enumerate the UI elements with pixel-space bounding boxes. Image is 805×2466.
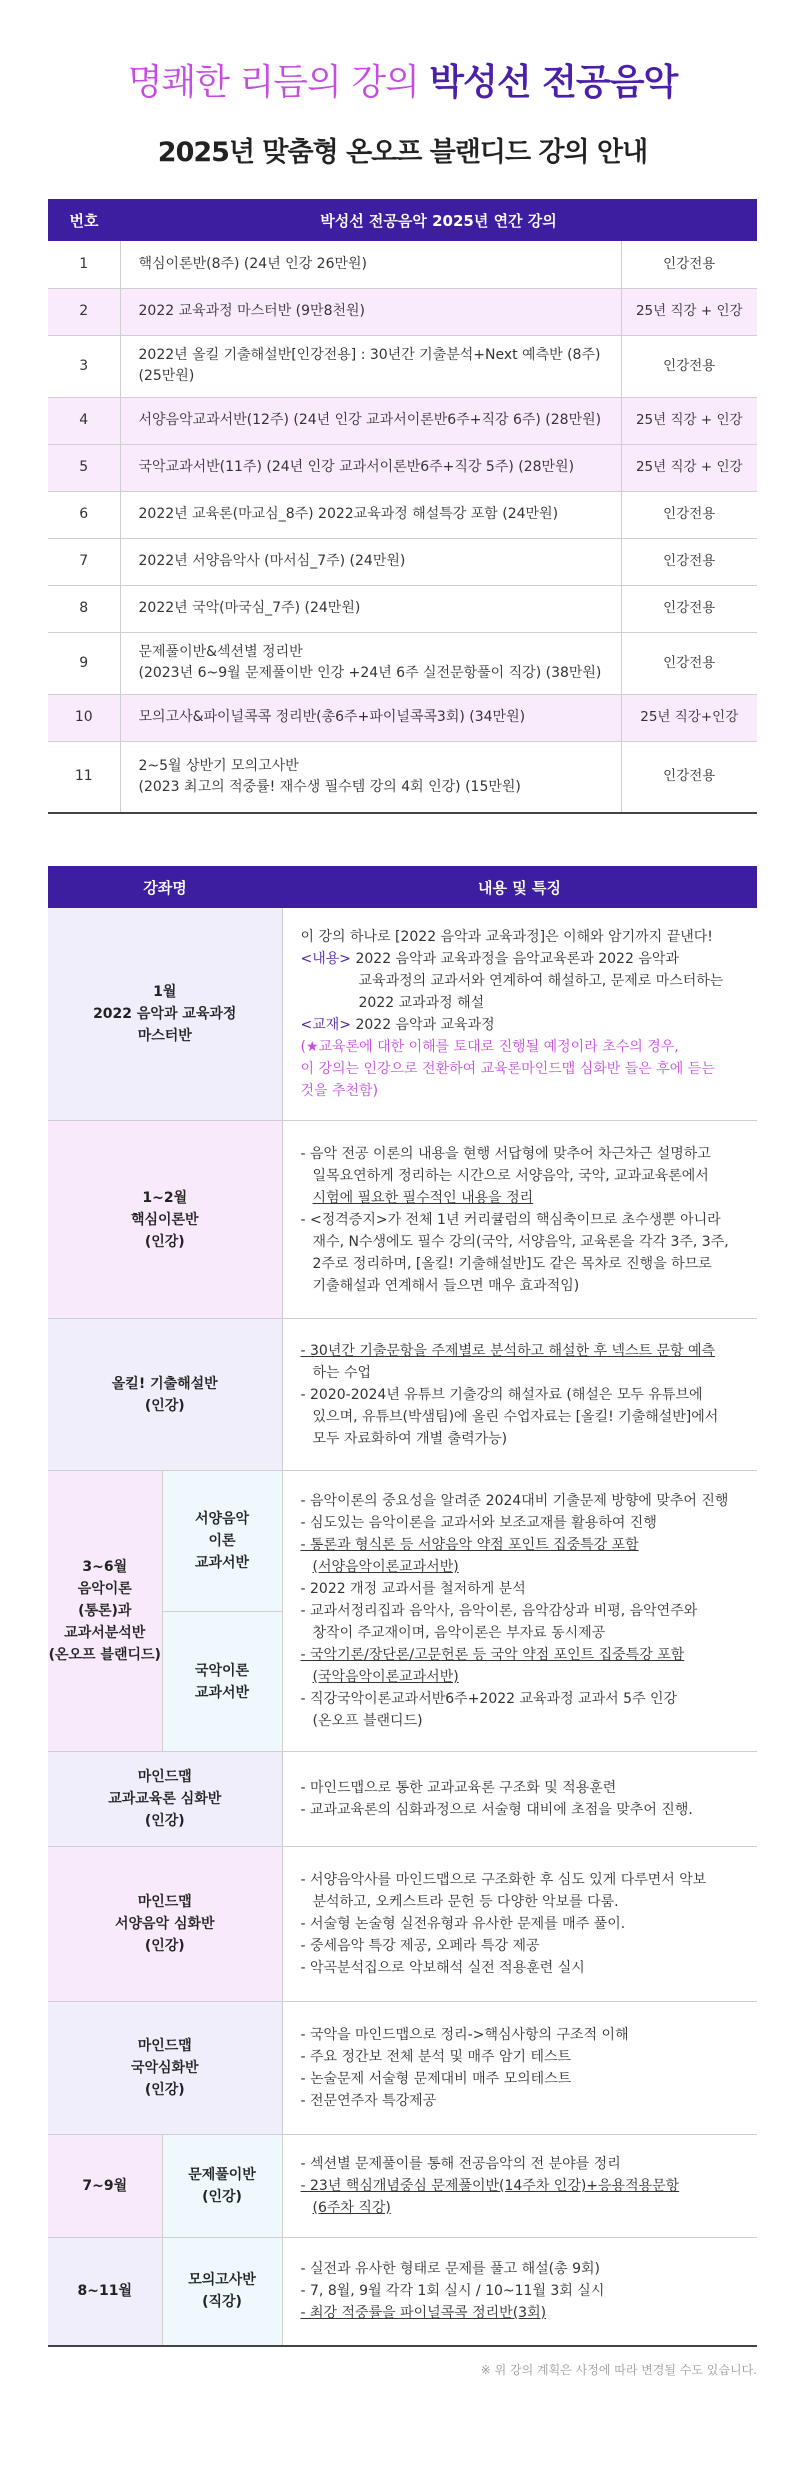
course-desc — [282, 1319, 757, 1471]
course-name-line: 음악이론 — [77, 1581, 132, 1597]
desc-line: - 음악이론의 중요성을 알려준 2024대비 기출문제 방향에 맞추어 진행 — [300, 1493, 729, 1509]
schedule-title — [120, 397, 621, 444]
schedule-row — [48, 585, 757, 632]
schedule-title — [120, 538, 621, 585]
schedule-no: 9 — [48, 632, 120, 694]
course-name — [48, 1121, 282, 1319]
course-name-line: 교과서분석반 — [64, 1625, 146, 1641]
schedule-type: 25년 직강 + 인강 — [621, 444, 757, 491]
hero-subtitle: 2025년 맞춤형 온오프 블랜디드 강의 안내 — [157, 137, 648, 168]
desc-line: (서양음악이론교과서반) — [312, 1559, 459, 1575]
course-name-line: 올킬! 기출해설반 — [111, 1375, 218, 1392]
schedule-title — [120, 444, 621, 491]
course-sub — [162, 2238, 282, 2346]
schedule-type: 인강전용 — [621, 241, 757, 288]
desc-text: 2022 음악과 교육과정 — [351, 1017, 495, 1033]
schedule-type: 인강전용 — [621, 491, 757, 538]
desc-line: - 23년 핵심개념중심 문제풀이반(14주차 인강)+응용적용문항 — [300, 2178, 680, 2194]
schedule-type: 인강전용 — [621, 335, 757, 397]
schedule-title-line: 2022 교육과정 마스터반 (9만8천원) — [138, 303, 365, 319]
schedule-title — [120, 741, 621, 813]
schedule-row — [48, 241, 757, 288]
schedule-title-line: 2~5월 상반기 모의고사반 — [138, 757, 299, 774]
course-name-line: 마스터반 — [137, 1028, 192, 1044]
course-name-line: 2022 음악과 교육과정 — [93, 1006, 237, 1022]
desc-line: 2022 교과과정 해설 — [358, 995, 485, 1011]
course-name — [48, 2002, 282, 2135]
schedule-no: 8 — [48, 585, 120, 632]
schedule-title — [120, 491, 621, 538]
desc-line: 이 강의는 인강으로 전환하여 교육론마인드맵 심화반 들은 후에 듣는 — [300, 1061, 715, 1077]
schedule-type: 인강전용 — [621, 632, 757, 694]
course-name-line: (온오프 블랜디드) — [48, 1647, 161, 1663]
hero-title-part2: 박성선 전공음악 — [429, 62, 678, 103]
desc-line: - 통론과 형식론 등 서양음악 약점 포인트 집중특강 포함 — [300, 1537, 639, 1553]
schedule-title-line: 모의고사&파이널콕콕 정리반(총6주+파이널콕콕3회) (34만원) — [138, 709, 526, 725]
desc-line: - 7, 8월, 9월 각각 1회 실시 / 10~11월 3회 실시 — [300, 2283, 605, 2300]
desc-line: - 2020-2024년 유튜브 기출강의 해설자료 (해설은 모두 유튜브에 — [300, 1386, 703, 1403]
desc-text: 2022 음악과 교육과정을 음악교육론과 2022 음악과 — [351, 951, 679, 967]
course-name-line: 교과교육론 심화반 — [108, 1791, 222, 1807]
schedule-row — [48, 335, 757, 397]
desc-line: - 교과서정리집과 음악사, 음악이론, 음악감상과 비평, 음악연주와 — [300, 1603, 698, 1619]
course-row-mock — [48, 2238, 757, 2346]
desc-line: - 악곡분석집으로 악보해석 실전 적용훈련 실시 — [300, 1960, 585, 1976]
desc-line: 시험에 필요한 필수적인 내용을 정리 — [312, 1189, 534, 1206]
desc-line: 있으며, 유튜브(박샘팀)에 올린 수업자료는 [올킬! 기출해설반]에서 — [312, 1408, 719, 1425]
desc-line: 기출해설과 연계해서 들으면 매우 효과적임) — [312, 1277, 580, 1294]
schedule-title — [120, 288, 621, 335]
course-desc — [282, 2002, 757, 2135]
schedule-title — [120, 585, 621, 632]
desc-line: 모두 자료화하여 개별 출력가능) — [312, 1430, 508, 1447]
schedule-table — [48, 199, 757, 814]
course-desc — [282, 2135, 757, 2238]
course-desc — [282, 1752, 757, 1847]
desc-line: - 섹션별 문제풀이를 통해 전공음악의 전 분야를 정리 — [300, 2156, 621, 2172]
schedule-no: 11 — [48, 741, 120, 813]
course-name-line: (인강) — [144, 1938, 185, 1954]
course-row-master — [48, 908, 757, 1121]
schedule-no: 6 — [48, 491, 120, 538]
course-name-line: 국악심화반 — [130, 2060, 199, 2076]
schedule-type: 25년 직강+인강 — [621, 694, 757, 741]
schedule-no: 5 — [48, 444, 120, 491]
course-col-desc: 내용 및 특징 — [282, 866, 757, 908]
schedule-col-no: 번호 — [48, 199, 120, 241]
desc-line: (6주차 직강) — [312, 2200, 391, 2216]
schedule-type: 25년 직강 + 인강 — [621, 397, 757, 444]
schedule-row — [48, 288, 757, 335]
desc-line: - 심도있는 음악이론을 교과서와 보조교재를 활용하여 진행 — [300, 1515, 657, 1531]
course-name — [48, 1471, 162, 1752]
desc-line: - 서양음악사를 마인드맵으로 구조화한 후 심도 있게 다루면서 악보 — [300, 1872, 707, 1888]
desc-line: - 주요 정간보 전체 분석 및 매주 암기 테스트 — [300, 2049, 572, 2065]
schedule-title — [120, 632, 621, 694]
course-sub-line: 교과서반 — [194, 1684, 250, 1701]
desc-line: 분석하고, 오케스트라 문헌 등 다양한 악보를 다룸. — [312, 1894, 619, 1910]
desc-line: 창작이 주교재이며, 음악이론은 부자료 동시제공 — [312, 1625, 606, 1641]
schedule-no: 1 — [48, 241, 120, 288]
course-name-line: 3~6월 — [82, 1559, 128, 1575]
content-tag: <내용> — [300, 951, 352, 967]
course-month: 8~11월 — [48, 2238, 162, 2346]
desc-line: 것을 추천함) — [300, 1083, 379, 1099]
schedule-type: 인강전용 — [621, 741, 757, 813]
schedule-row — [48, 632, 757, 694]
schedule-type: 인강전용 — [621, 585, 757, 632]
course-name-line: 마인드맵 — [137, 2038, 192, 2054]
desc-line: - 국악을 마인드맵으로 정리->핵심사항의 구조적 이해 — [300, 2027, 629, 2043]
desc-line: 재수, N수생에도 필수 강의(국악, 서양음악, 교육론을 각각 3주, 3주, — [312, 1233, 729, 1250]
schedule-body — [48, 241, 757, 813]
course-name-line: (인강) — [144, 1233, 185, 1250]
course-name-line: 1월 — [153, 984, 177, 1000]
schedule-row — [48, 538, 757, 585]
course-desc — [282, 2238, 757, 2346]
schedule-row — [48, 694, 757, 741]
course-name-line: 핵심이론반 — [130, 1211, 199, 1228]
desc-line: - 국악기론/장단론/고문헌론 등 국악 약점 포인트 집중특강 포함 — [300, 1647, 685, 1663]
desc-line: - 전문연주자 특강제공 — [300, 2093, 437, 2109]
schedule-no: 10 — [48, 694, 120, 741]
course-col-name: 강좌명 — [48, 866, 282, 908]
schedule-title-line: 2022년 서양음악사 (마서심_7주) (24만원) — [138, 553, 406, 569]
course-sub-line: 서양음악 — [194, 1511, 250, 1527]
schedule-title — [120, 335, 621, 397]
schedule-row — [48, 444, 757, 491]
course-sub — [162, 2135, 282, 2238]
desc-line: - 2022 개정 교과서를 철저하게 분석 — [300, 1581, 526, 1597]
desc-line: - 논술문제 서술형 문제대비 매주 모의테스트 — [300, 2071, 572, 2087]
desc-line: - 교과교육론의 심화과정으로 서술형 대비에 초점을 맞추어 진행. — [300, 1802, 693, 1818]
course-row-allkill — [48, 1319, 757, 1471]
course-name — [48, 1752, 282, 1847]
desc-line: - 마인드맵으로 통한 교과교육론 구조화 및 적용훈련 — [300, 1780, 617, 1796]
schedule-title-line: 서양음악교과서반(12주) (24년 인강 교과서이론반6주+직강 6주) (28만원) — [138, 412, 602, 428]
schedule-title-line2: (2023 최고의 적중률! 재수생 필수템 강의 4회 인강) (15만원) — [138, 778, 521, 795]
schedule-title — [120, 694, 621, 741]
course-sub-line: 교과서반 — [194, 1555, 250, 1571]
course-name — [48, 1847, 282, 2002]
course-name-line: 마인드맵 — [137, 1894, 192, 1910]
desc-line: - 중세음악 특강 제공, 오페라 특강 제공 — [300, 1938, 540, 1954]
hero — [0, 0, 805, 169]
course-name-line: 마인드맵 — [137, 1769, 192, 1785]
schedule-title-line2: (2023년 6~9월 문제풀이반 인강 +24년 6주 실전문항풀이 직강) (38만원) — [138, 665, 602, 681]
course-sub-line: 문제풀이반 — [188, 2167, 256, 2183]
course-row-mindmap-edu — [48, 1752, 757, 1847]
course-desc — [282, 1471, 757, 1752]
course-row-theory — [48, 1471, 757, 1612]
desc-line: 일목요연하게 정리하는 시간으로 서양음악, 국악, 교과교육론에서 — [312, 1167, 709, 1184]
course-sub-line: 이론 — [208, 1533, 236, 1549]
desc-line: 교육과정의 교과서와 연계하여 해설하고, 문제로 마스터하는 — [358, 973, 724, 989]
course-desc — [282, 1121, 757, 1319]
course-name — [48, 1319, 282, 1471]
desc-line: 2주로 정리하며, [올킬! 기출해설반]도 같은 목차로 진행을 하므로 — [312, 1255, 712, 1272]
course-table — [48, 866, 757, 2347]
course-sub-korean — [162, 1612, 282, 1752]
course-name-line: (인강) — [144, 2082, 185, 2098]
schedule-type: 인강전용 — [621, 538, 757, 585]
schedule-title-line: 2022년 올킬 기출해설반[인강전용] : 30년간 기출분석+Next 예측반 (8주) — [138, 347, 601, 363]
course-sub-line: 모의고사반 — [188, 2272, 256, 2289]
schedule-title-line: 2022년 국악(마국심_7주) (24만원) — [138, 600, 361, 616]
desc-line — [301, 1014, 739, 1036]
desc-line: - 직강국악이론교과서반6주+2022 교육과정 교과서 5주 인강 — [300, 1691, 677, 1707]
course-sub-line: 국악이론 — [194, 1662, 250, 1679]
course-row-problem — [48, 2135, 757, 2238]
course-desc — [282, 1847, 757, 2002]
course-name-line: (인강) — [144, 1813, 185, 1829]
schedule-title-line2: (25만원) — [138, 368, 195, 384]
course-name-line: (인강) — [144, 1397, 185, 1414]
schedule-no: 7 — [48, 538, 120, 585]
desc-line: - 30년간 기출문항을 주제별로 분석하고 해설한 후 넥스트 문항 예측 — [300, 1342, 716, 1359]
desc-line: 이 강의 하나로 [2022 음악과 교육과정]은 이해와 암기까지 끝낸다! — [300, 929, 713, 945]
desc-line: (★교육론에 대한 이해를 토대로 진행될 예정이라 초수의 경우, — [300, 1039, 679, 1055]
schedule-title-line: 국악교과서반(11주) (24년 인강 교과서이론반6주+직강 5주) (28만원) — [138, 459, 575, 475]
desc-line: - <정격증지>가 전체 1년 커리큘럼의 핵심축이므로 초수생뿐 아니라 — [300, 1211, 721, 1228]
hero-title-part1: 명쾌한 리듬의 강의 — [127, 62, 430, 103]
schedule-no: 4 — [48, 397, 120, 444]
course-sub-western — [162, 1471, 282, 1612]
desc-line — [301, 948, 739, 970]
desc-line: - 최강 적중률을 파이널콕콕 정리반(3회) — [300, 2305, 547, 2322]
schedule-type: 25년 직강 + 인강 — [621, 288, 757, 335]
course-sub-line: (직강) — [202, 2294, 242, 2311]
course-month: 7~9월 — [48, 2135, 162, 2238]
course-name-line: 서양음악 심화반 — [114, 1916, 215, 1932]
schedule-col-title: 박성선 전공음악 2025년 연간 강의 — [120, 199, 757, 241]
desc-line: - 음악 전공 이론의 내용을 현행 서답형에 맞추어 차근차근 설명하고 — [300, 1145, 711, 1162]
desc-line: - 서술형 논술형 실전유형과 유사한 문제를 매주 풀이. — [300, 1916, 626, 1932]
desc-line: (온오프 블랜디드) — [312, 1713, 423, 1729]
course-row-core — [48, 1121, 757, 1319]
schedule-no: 2 — [48, 288, 120, 335]
course-sub-line: (인강) — [202, 2189, 242, 2205]
footnote: ※ 위 강의 계획은 사정에 따라 변경될 수도 있습니다. — [480, 2362, 757, 2377]
schedule-row — [48, 491, 757, 538]
schedule-row — [48, 397, 757, 444]
schedule-row — [48, 741, 757, 813]
course-desc — [282, 908, 757, 1121]
desc-line: (국악음악이론교과서반) — [312, 1669, 459, 1685]
schedule-title-line: 핵심이론반(8주) (24년 인강 26만원) — [138, 255, 367, 272]
course-name-line: 1~2월 — [142, 1189, 188, 1206]
schedule-title — [120, 241, 621, 288]
course-name-line: (통론)과 — [78, 1603, 132, 1619]
course-row-mindmap-korean — [48, 2002, 757, 2135]
schedule-no: 3 — [48, 335, 120, 397]
desc-line: 하는 수업 — [312, 1364, 372, 1381]
schedule-title-line: 2022년 교육론(마교심_8주) 2022교육과정 해설특강 포함 (24만원) — [138, 506, 559, 522]
hero-title — [0, 60, 805, 106]
text-tag: <교재> — [300, 1017, 352, 1033]
course-row-mindmap-western — [48, 1847, 757, 2002]
course-name — [48, 908, 282, 1121]
schedule-title-line: 문제풀이반&섹션별 정리반 — [138, 644, 303, 660]
desc-line: - 실전과 유사한 형태로 문제를 풀고 해설(총 9회) — [300, 2261, 600, 2278]
